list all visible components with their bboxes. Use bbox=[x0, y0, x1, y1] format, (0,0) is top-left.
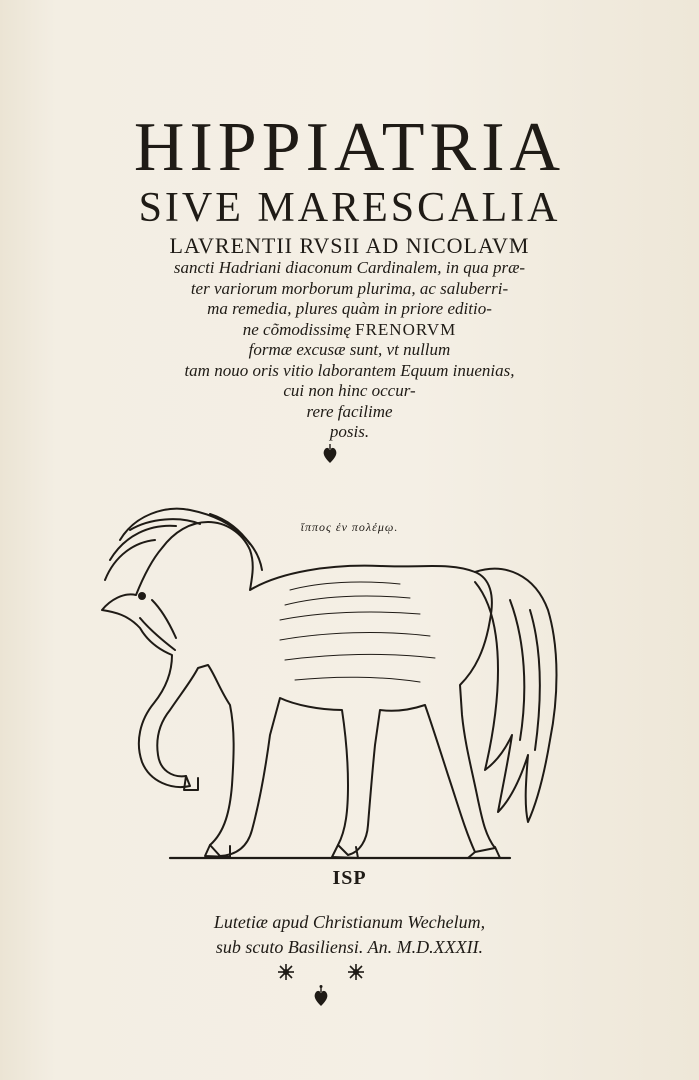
imprint-line: Lutetiæ apud Christianum Wechelum, bbox=[213, 912, 486, 932]
frenorum-word: FRENORVM bbox=[355, 319, 457, 339]
main-title: HIPPIATRIA bbox=[133, 109, 566, 186]
description-line bbox=[0, 320, 699, 341]
heart-fleuron-icon bbox=[313, 985, 329, 1007]
description-line: ter variorum morborum plurima, ac saluberri- bbox=[190, 278, 509, 298]
greek-motto: ἵππος ἐν πολέμῳ. bbox=[300, 520, 399, 534]
horse-woodcut bbox=[80, 500, 570, 870]
description-fragment: ne cõmodissimę bbox=[242, 319, 351, 339]
description-line: formæ excusæ sunt, vt nullum bbox=[248, 340, 451, 359]
fleuron-icon bbox=[322, 444, 338, 464]
description-line: cui non hinc occur- bbox=[283, 381, 416, 400]
author-line: LAVRENTII RVSII AD NICOLAVM bbox=[169, 233, 530, 258]
imprint-line: sub scuto Basiliensi. An. M.D.XXXII. bbox=[215, 937, 484, 957]
description-line: tam nouo oris vitio laborantem Equum inuenias, bbox=[184, 360, 515, 380]
description-line: rere facilime bbox=[306, 401, 393, 421]
title-description bbox=[0, 258, 699, 443]
description-line: ma remedia, plures quàm in priore editio- bbox=[207, 299, 492, 318]
imprint bbox=[0, 910, 699, 960]
star-ornament-icon bbox=[277, 963, 295, 981]
description-line: sancti Hadriani diaconum Cardinalem, in qua præ- bbox=[173, 258, 526, 277]
printer-mark: ISP bbox=[332, 867, 367, 889]
subtitle: SIVE MARESCALIA bbox=[138, 185, 561, 231]
star-ornament-icon bbox=[347, 963, 365, 981]
description-line: posis. bbox=[329, 422, 370, 441]
